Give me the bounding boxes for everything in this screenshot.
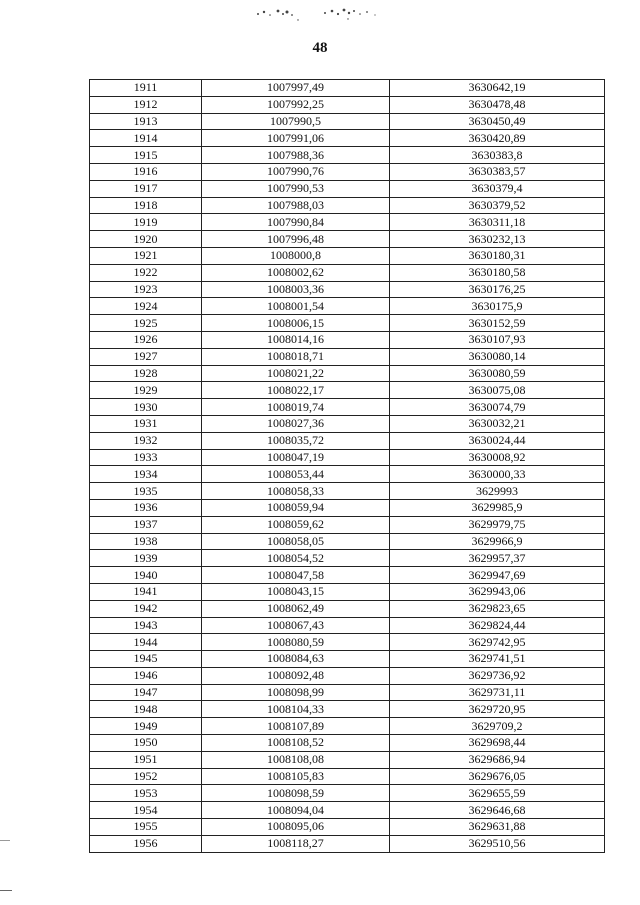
table-row [90,768,605,785]
point-number-cell: 1931 [90,415,202,432]
table-row [90,214,605,231]
point-number-cell: 1923 [90,281,202,298]
y-coordinate-cell: 3629985,9 [390,499,605,516]
table-row [90,701,605,718]
point-number-cell: 1938 [90,533,202,550]
x-coordinate-cell: 1008001,54 [202,298,390,315]
y-coordinate-cell: 3629823,65 [390,600,605,617]
table-row [90,331,605,348]
y-coordinate-cell: 3630107,93 [390,331,605,348]
table-row [90,684,605,701]
y-coordinate-cell: 3630000,33 [390,466,605,483]
table-row [90,365,605,382]
y-coordinate-cell: 3630024,44 [390,432,605,449]
table-row [90,432,605,449]
x-coordinate-cell: 1008027,36 [202,415,390,432]
point-number-cell: 1956 [90,835,202,852]
x-coordinate-cell: 1007990,53 [202,180,390,197]
point-number-cell: 1953 [90,785,202,802]
margin-mark [0,840,10,841]
x-coordinate-cell: 1008047,19 [202,449,390,466]
y-coordinate-cell: 3630175,9 [390,298,605,315]
page-number: 48 [312,40,328,56]
x-coordinate-cell: 1008018,71 [202,348,390,365]
point-number-cell: 1936 [90,499,202,516]
x-coordinate-cell: 1008002,62 [202,264,390,281]
y-coordinate-cell: 3629631,88 [390,819,605,836]
table-row [90,281,605,298]
y-coordinate-cell: 3629510,56 [390,835,605,852]
y-coordinate-cell: 3629646,68 [390,802,605,819]
point-number-cell: 1932 [90,432,202,449]
table-row [90,499,605,516]
x-coordinate-cell: 1007996,48 [202,231,390,248]
x-coordinate-cell: 1008108,08 [202,751,390,768]
y-coordinate-cell: 3629993 [390,483,605,500]
x-coordinate-cell: 1007997,49 [202,80,390,97]
table-row [90,449,605,466]
table-row [90,617,605,634]
table-row [90,130,605,147]
x-coordinate-cell: 1008000,8 [202,247,390,264]
table-row [90,231,605,248]
table-row [90,80,605,97]
y-coordinate-cell: 3629947,69 [390,567,605,584]
y-coordinate-cell: 3630075,08 [390,382,605,399]
y-coordinate-cell: 3630383,8 [390,147,605,164]
point-number-cell: 1950 [90,735,202,752]
x-coordinate-cell: 1008054,52 [202,550,390,567]
x-coordinate-cell: 1008105,83 [202,768,390,785]
y-coordinate-cell: 3630032,21 [390,415,605,432]
point-number-cell: 1952 [90,768,202,785]
y-coordinate-cell: 3630074,79 [390,399,605,416]
table-row [90,483,605,500]
point-number-cell: 1912 [90,96,202,113]
table-row [90,802,605,819]
table-row [90,718,605,735]
point-number-cell: 1937 [90,516,202,533]
table-row [90,197,605,214]
x-coordinate-cell: 1008062,49 [202,600,390,617]
table-row [90,264,605,281]
y-coordinate-cell: 3629736,92 [390,667,605,684]
point-number-cell: 1934 [90,466,202,483]
point-number-cell: 1955 [90,819,202,836]
x-coordinate-cell: 1008108,52 [202,735,390,752]
y-coordinate-cell: 3629966,9 [390,533,605,550]
point-number-cell: 1920 [90,231,202,248]
point-number-cell: 1927 [90,348,202,365]
x-coordinate-cell: 1007988,36 [202,147,390,164]
point-number-cell: 1954 [90,802,202,819]
table-row [90,382,605,399]
x-coordinate-cell: 1008021,22 [202,365,390,382]
y-coordinate-cell: 3630080,14 [390,348,605,365]
point-number-cell: 1933 [90,449,202,466]
coordinates-table-body [90,80,605,853]
y-coordinate-cell: 3630450,49 [390,113,605,130]
y-coordinate-cell: 3629698,44 [390,735,605,752]
point-number-cell: 1913 [90,113,202,130]
point-number-cell: 1945 [90,651,202,668]
x-coordinate-cell: 1008059,62 [202,516,390,533]
point-number-cell: 1922 [90,264,202,281]
x-coordinate-cell: 1008094,04 [202,802,390,819]
y-coordinate-cell: 3630383,57 [390,163,605,180]
table-row [90,315,605,332]
x-coordinate-cell: 1007992,25 [202,96,390,113]
table-row [90,634,605,651]
y-coordinate-cell: 3630180,58 [390,264,605,281]
point-number-cell: 1915 [90,147,202,164]
y-coordinate-cell: 3630176,25 [390,281,605,298]
table-row [90,583,605,600]
point-number-cell: 1944 [90,634,202,651]
point-number-cell: 1942 [90,600,202,617]
x-coordinate-cell: 1008084,63 [202,651,390,668]
table-row [90,651,605,668]
y-coordinate-cell: 3630008,92 [390,449,605,466]
x-coordinate-cell: 1008019,74 [202,399,390,416]
scan-artifact [250,2,420,24]
y-coordinate-cell: 3629943,06 [390,583,605,600]
x-coordinate-cell: 1007990,84 [202,214,390,231]
coordinates-table [89,79,605,853]
table-row [90,466,605,483]
y-coordinate-cell: 3629824,44 [390,617,605,634]
table-row [90,550,605,567]
x-coordinate-cell: 1007988,03 [202,197,390,214]
table-row [90,180,605,197]
y-coordinate-cell: 3629676,05 [390,768,605,785]
x-coordinate-cell: 1008058,05 [202,533,390,550]
table-row [90,835,605,852]
x-coordinate-cell: 1008104,33 [202,701,390,718]
table-row [90,819,605,836]
x-coordinate-cell: 1007990,5 [202,113,390,130]
point-number-cell: 1930 [90,399,202,416]
x-coordinate-cell: 1008003,36 [202,281,390,298]
x-coordinate-cell: 1008035,72 [202,432,390,449]
y-coordinate-cell: 3630180,31 [390,247,605,264]
point-number-cell: 1914 [90,130,202,147]
point-number-cell: 1928 [90,365,202,382]
point-number-cell: 1918 [90,197,202,214]
y-coordinate-cell: 3630642,19 [390,80,605,97]
y-coordinate-cell: 3629709,2 [390,718,605,735]
y-coordinate-cell: 3630379,4 [390,180,605,197]
table-row [90,533,605,550]
point-number-cell: 1924 [90,298,202,315]
table-row [90,247,605,264]
table-row [90,399,605,416]
y-coordinate-cell: 3629655,59 [390,785,605,802]
x-coordinate-cell: 1008014,16 [202,331,390,348]
margin-mark [0,890,12,891]
y-coordinate-cell: 3630379,52 [390,197,605,214]
x-coordinate-cell: 1008047,58 [202,567,390,584]
x-coordinate-cell: 1007991,06 [202,130,390,147]
point-number-cell: 1948 [90,701,202,718]
table-row [90,667,605,684]
x-coordinate-cell: 1008043,15 [202,583,390,600]
point-number-cell: 1917 [90,180,202,197]
point-number-cell: 1951 [90,751,202,768]
point-number-cell: 1926 [90,331,202,348]
table-row [90,567,605,584]
point-number-cell: 1911 [90,80,202,97]
x-coordinate-cell: 1008059,94 [202,499,390,516]
point-number-cell: 1949 [90,718,202,735]
y-coordinate-cell: 3630478,48 [390,96,605,113]
x-coordinate-cell: 1008118,27 [202,835,390,852]
table-row [90,785,605,802]
y-coordinate-cell: 3629979,75 [390,516,605,533]
x-coordinate-cell: 1008092,48 [202,667,390,684]
point-number-cell: 1921 [90,247,202,264]
table-row [90,113,605,130]
x-coordinate-cell: 1008095,06 [202,819,390,836]
table-row [90,516,605,533]
y-coordinate-cell: 3629731,11 [390,684,605,701]
y-coordinate-cell: 3629720,95 [390,701,605,718]
point-number-cell: 1925 [90,315,202,332]
x-coordinate-cell: 1008067,43 [202,617,390,634]
y-coordinate-cell: 3630152,59 [390,315,605,332]
y-coordinate-cell: 3629957,37 [390,550,605,567]
y-coordinate-cell: 3629686,94 [390,751,605,768]
point-number-cell: 1929 [90,382,202,399]
x-coordinate-cell: 1008107,89 [202,718,390,735]
point-number-cell: 1943 [90,617,202,634]
point-number-cell: 1947 [90,684,202,701]
x-coordinate-cell: 1008022,17 [202,382,390,399]
table-row [90,600,605,617]
x-coordinate-cell: 1008098,99 [202,684,390,701]
point-number-cell: 1946 [90,667,202,684]
point-number-cell: 1939 [90,550,202,567]
y-coordinate-cell: 3629742,95 [390,634,605,651]
table-row [90,348,605,365]
y-coordinate-cell: 3630420,89 [390,130,605,147]
y-coordinate-cell: 3630311,18 [390,214,605,231]
table-row [90,163,605,180]
x-coordinate-cell: 1008058,33 [202,483,390,500]
y-coordinate-cell: 3629741,51 [390,651,605,668]
point-number-cell: 1935 [90,483,202,500]
y-coordinate-cell: 3630232,13 [390,231,605,248]
x-coordinate-cell: 1007990,76 [202,163,390,180]
table-row [90,147,605,164]
table-row [90,751,605,768]
x-coordinate-cell: 1008053,44 [202,466,390,483]
point-number-cell: 1941 [90,583,202,600]
table-row [90,415,605,432]
point-number-cell: 1916 [90,163,202,180]
x-coordinate-cell: 1008098,59 [202,785,390,802]
x-coordinate-cell: 1008006,15 [202,315,390,332]
table-row [90,96,605,113]
point-number-cell: 1940 [90,567,202,584]
y-coordinate-cell: 3630080,59 [390,365,605,382]
point-number-cell: 1919 [90,214,202,231]
x-coordinate-cell: 1008080,59 [202,634,390,651]
table-row [90,735,605,752]
table-row [90,298,605,315]
